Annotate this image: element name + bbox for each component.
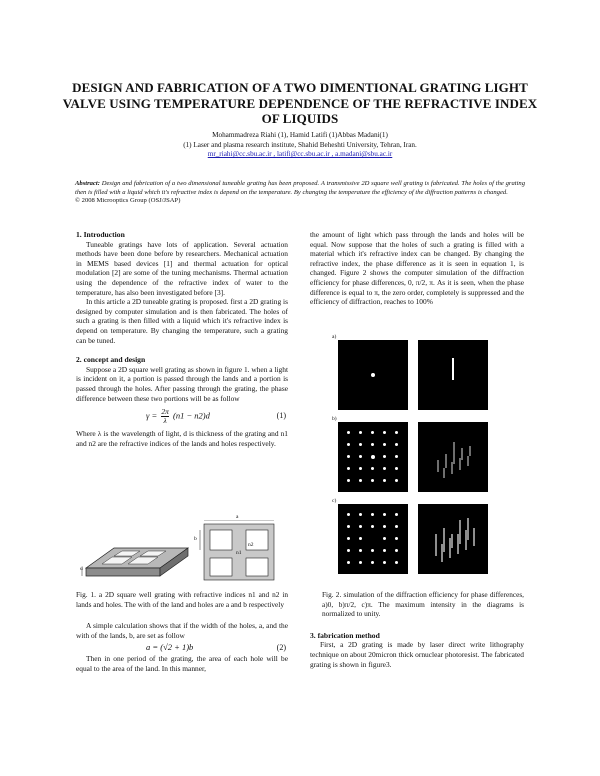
- paragraph: First, a 2D grating is made by laser direct write lithography technique on about 20micron thick ornuclear photoresist. The fabricated grating is shown in figure3.: [310, 640, 524, 669]
- diffraction-pattern-a-2d: [338, 340, 408, 410]
- fig1-label-n2: n2: [248, 542, 254, 548]
- affiliation: (1) Laser and plasma research institute, Shahid Beheshti University, Tehran, Iran.: [183, 140, 417, 149]
- panel-label-a: a): [332, 334, 337, 340]
- diffraction-pattern-b-3d: [418, 422, 488, 492]
- equation-number: (2): [276, 642, 286, 652]
- diffraction-pattern-b-2d: [338, 422, 408, 492]
- abstract-label: Abstract:: [75, 180, 100, 187]
- abstract: [75, 180, 525, 206]
- fig1-label-b: b: [194, 536, 197, 542]
- eq1-denominator: λ: [163, 415, 167, 425]
- section-heading-introduction: 1. Introduction: [76, 230, 125, 239]
- paper-title: DESIGN AND FABRICATION OF A TWO DIMENTIONAL GRATING LIGHT VALVE USING TEMPERATURE DEPENDENCE OF THE REFRACTIVE INDEX OF LIQUIDS: [62, 80, 538, 126]
- author-emails[interactable]: mr_riahi@cc.sbu.ac.ir , latifi@cc.sbu.ac.ir , a.madani@sbu.ac.ir: [207, 150, 393, 159]
- figure-1: [80, 514, 290, 584]
- paragraph: Tuneable gratings have lots of application. Several actuation methods have been done before by researchers. Mechanical actuation in MEMS based devices [1] and thermal actuation for optical modulation [2] are some of the tuning mechanisms. Thermal actuation using the dependence of the refractive index of water to the temperature, has also been investigated before [3].: [76, 239, 288, 297]
- section-heading-concept: 2. concept and design: [76, 355, 146, 365]
- paragraph: In this article a 2D tuneable grating is proposed. first a 2D grating is designed by computer simulation and is then fabricated. The holes of such a grating is then filled with a liquid which it's refractive index is depend on temperature. By changing the temperature, such a grating can be tuned.: [76, 297, 288, 345]
- figure-1-caption: Fig. 1. a 2D square well grating with refractive indices n1 and n2 in lands and holes. The with of the land and holes are a and b respectively: [76, 590, 288, 609]
- diffraction-pattern-a-3d: [418, 340, 488, 410]
- right-column-lower: [310, 590, 524, 669]
- grating-drawing: [80, 520, 290, 584]
- fig1-label-d: d: [80, 566, 83, 572]
- paragraph: Then in one period of the grating, the area of each hole will be equal to the area of the land. In this manner,: [76, 654, 288, 673]
- equation-2: [76, 640, 288, 654]
- equation-number: (1): [276, 411, 286, 421]
- panel-label-b: b): [332, 416, 337, 422]
- diffraction-pattern-c-2d: [338, 504, 408, 574]
- eq1-fraction: [161, 408, 169, 425]
- paragraph: Where λ is the wavelength of light, d is thickness of the grating and n1 and n2 are the refractive indices of the lands and holes respectively.: [76, 429, 288, 448]
- diffraction-pattern-c-3d: [418, 504, 488, 574]
- paragraph: the amount of light which pass through the lands and holes will be equal. Now suppose that the holes of such a grating is filled with a material which it's refractive index can be changed. By changing the refractive index, the phase difference as it is seen in equation 1, is changed. Figure 2 shows the computer simulation of the diffraction efficiency for phase differences, 0, π/2, π. As it is seen, when the phase difference is equal to π, the zero order, completely is suppressed and the efficiency of diffraction, reaches to 100%: [310, 230, 524, 307]
- authors: Mohammadreza Riahi (1), Hamid Latifi (1)Abbas Madani(1): [212, 131, 388, 139]
- fig1-label-n1: n1: [236, 550, 242, 556]
- author-block: [90, 131, 510, 160]
- section-heading-fabrication: 3. fabrication method: [310, 630, 380, 640]
- copyright: © 2008 Microoptics Group (OSJ/JSAP): [75, 197, 181, 205]
- equation-2-body: a = (√2 + 1)b: [146, 641, 194, 652]
- equation-1-body: [146, 408, 210, 425]
- equation-1: [76, 403, 288, 429]
- eq1-lhs: γ =: [146, 410, 158, 421]
- paragraph: Suppose a 2D square well grating as shown in figure 1. when a light is incident on it, a portion is passed through the lands and a portion is passed through the holes. After passing through the grating, the phase difference between these two portions will be as follow: [76, 364, 288, 403]
- fig1-label-a: a: [236, 514, 239, 520]
- figure-2: [332, 334, 488, 586]
- panel-label-c: c): [332, 498, 337, 504]
- left-column-lower: [76, 590, 288, 674]
- abstract-text: Design and fabrication of a two dimensional tuneable grating has been proposed. A transmissive 2D square well grating is fabricated. The holes of the grating then is filled with a liquid which it's refractive index is depend on the temperature. By changing the temperature the efficiency of the diffraction patterns is changed.: [75, 180, 525, 196]
- paragraph: A simple calculation shows that if the width of the holes, a, and the with of the lands, b, are set as follow: [76, 621, 288, 640]
- figure-2-caption: Fig. 2. simulation of the diffraction efficiency for phase differences, a)0, b)π/2, c)π. The maximum intensity in the diagrams is normalized to unity.: [322, 590, 524, 619]
- right-column: [310, 230, 524, 307]
- left-column: [76, 230, 288, 448]
- eq1-numerator: 2π: [161, 406, 169, 416]
- eq1-rhs: (n1 − n2)d: [172, 410, 210, 421]
